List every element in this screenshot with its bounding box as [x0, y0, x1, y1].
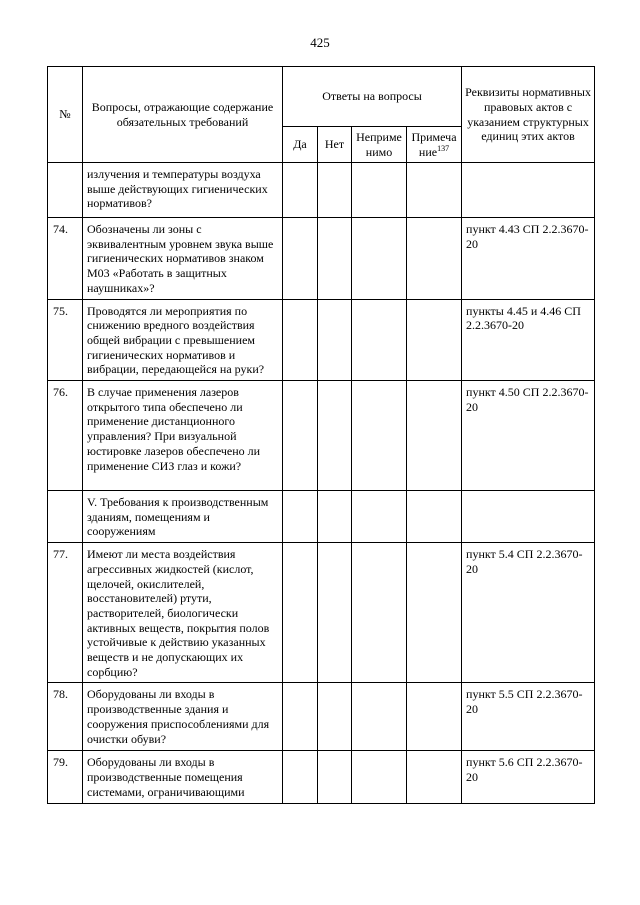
row-question: Проводятся ли мероприятия по снижению вредного воздействия общей вибрации с превышением гигиенических нормативов и вибрации, передающейся на руки? — [83, 299, 283, 381]
row-number: 76. — [48, 381, 83, 491]
answer-no-cell — [318, 683, 352, 751]
answer-na-cell — [352, 751, 407, 803]
answer-na-cell — [352, 218, 407, 300]
row-number: 79. — [48, 751, 83, 803]
requirements-table — [47, 66, 595, 804]
row-reference: пункт 5.4 СП 2.2.3670-20 — [462, 543, 595, 683]
row-number — [48, 491, 83, 543]
row-question: Обозначены ли зоны с эквивалентным уровнем звука выше гигиенических нормативов знаком М03 «Работать в защитных наушниках»? — [83, 218, 283, 300]
answer-note-cell — [407, 299, 462, 381]
answer-yes-cell — [283, 751, 318, 803]
answer-na-cell — [352, 381, 407, 491]
header-row — [48, 67, 595, 127]
header-answers: Ответы на вопросы — [283, 67, 462, 127]
section-row — [48, 491, 595, 543]
row-number: 77. — [48, 543, 83, 683]
row-number: 74. — [48, 218, 83, 300]
answer-no-cell — [318, 491, 352, 543]
row-number: 75. — [48, 299, 83, 381]
answer-yes-cell — [283, 381, 318, 491]
answer-no-cell — [318, 751, 352, 803]
table-row — [48, 163, 595, 218]
answer-no-cell — [318, 543, 352, 683]
answer-note-cell — [407, 683, 462, 751]
table-row — [48, 751, 595, 803]
answer-no-cell — [318, 218, 352, 300]
header-yes: Да — [283, 127, 318, 163]
header-note: Примечание$^{137}$ — [407, 127, 462, 163]
row-question: Имеют ли места воздействия агрессивных жидкостей (кислот, щелочей, окислителей, восстановителей) ртути, растворителей, биологически активных веществ, покрытия полов устойчивые к действию указанных веществ и не допускающих их сорбцию? — [83, 543, 283, 683]
answer-yes-cell — [283, 683, 318, 751]
answer-na-cell — [352, 163, 407, 218]
answer-yes-cell — [283, 299, 318, 381]
row-reference — [462, 163, 595, 218]
row-reference: пункт 4.43 СП 2.2.3670-20 — [462, 218, 595, 300]
row-question: Оборудованы ли входы в производственные помещения системами, ограничивающими — [83, 751, 283, 803]
answer-note-cell — [407, 543, 462, 683]
answer-yes-cell — [283, 163, 318, 218]
row-reference: пункт 4.50 СП 2.2.3670-20 — [462, 381, 595, 491]
row-question: излучения и температуры воздуха выше действующих гигиенических нормативов? — [83, 163, 283, 218]
row-reference: пункты 4.45 и 4.46 СП 2.2.3670-20 — [462, 299, 595, 381]
answer-yes-cell — [283, 491, 318, 543]
footnote-marker: 137 — [437, 143, 450, 153]
section-heading: V. Требования к производственным зданиям, помещениям и сооружениям — [83, 491, 283, 543]
header-not-applicable: Неприменимо — [352, 127, 407, 163]
header-no: Нет — [318, 127, 352, 163]
answer-no-cell — [318, 299, 352, 381]
answer-na-cell — [352, 683, 407, 751]
header-questions: Вопросы, отражающие содержание обязательных требований — [83, 67, 283, 163]
table-row — [48, 218, 595, 300]
row-number — [48, 163, 83, 218]
answer-note-cell — [407, 491, 462, 543]
answer-yes-cell — [283, 218, 318, 300]
row-reference: пункт 5.5 СП 2.2.3670-20 — [462, 683, 595, 751]
table-row — [48, 543, 595, 683]
header-requisites: Реквизиты нормативных правовых актов с указанием структурных единиц этих актов — [462, 67, 595, 163]
header-num: № — [48, 67, 83, 163]
answer-no-cell — [318, 163, 352, 218]
answer-note-cell — [407, 218, 462, 300]
table-row — [48, 381, 595, 491]
table-row — [48, 299, 595, 381]
row-question: В случае применения лазеров открытого типа обеспечено ли применение дистанционного управления? При визуальной юстировке лазеров обеспечено ли применение СИЗ глаз и кожи? — [83, 381, 283, 491]
table-row — [48, 683, 595, 751]
answer-note-cell — [407, 163, 462, 218]
row-number: 78. — [48, 683, 83, 751]
row-reference: пункт 5.6 СП 2.2.3670-20 — [462, 751, 595, 803]
answer-note-cell — [407, 381, 462, 491]
row-question: Оборудованы ли входы в производственные здания и сооружения приспособлениями для очистки обуви? — [83, 683, 283, 751]
answer-no-cell — [318, 381, 352, 491]
answer-na-cell — [352, 491, 407, 543]
page-number: 425 — [310, 35, 330, 50]
answer-na-cell — [352, 543, 407, 683]
answer-note-cell — [407, 751, 462, 803]
row-reference — [462, 491, 595, 543]
answer-na-cell — [352, 299, 407, 381]
answer-yes-cell — [283, 543, 318, 683]
